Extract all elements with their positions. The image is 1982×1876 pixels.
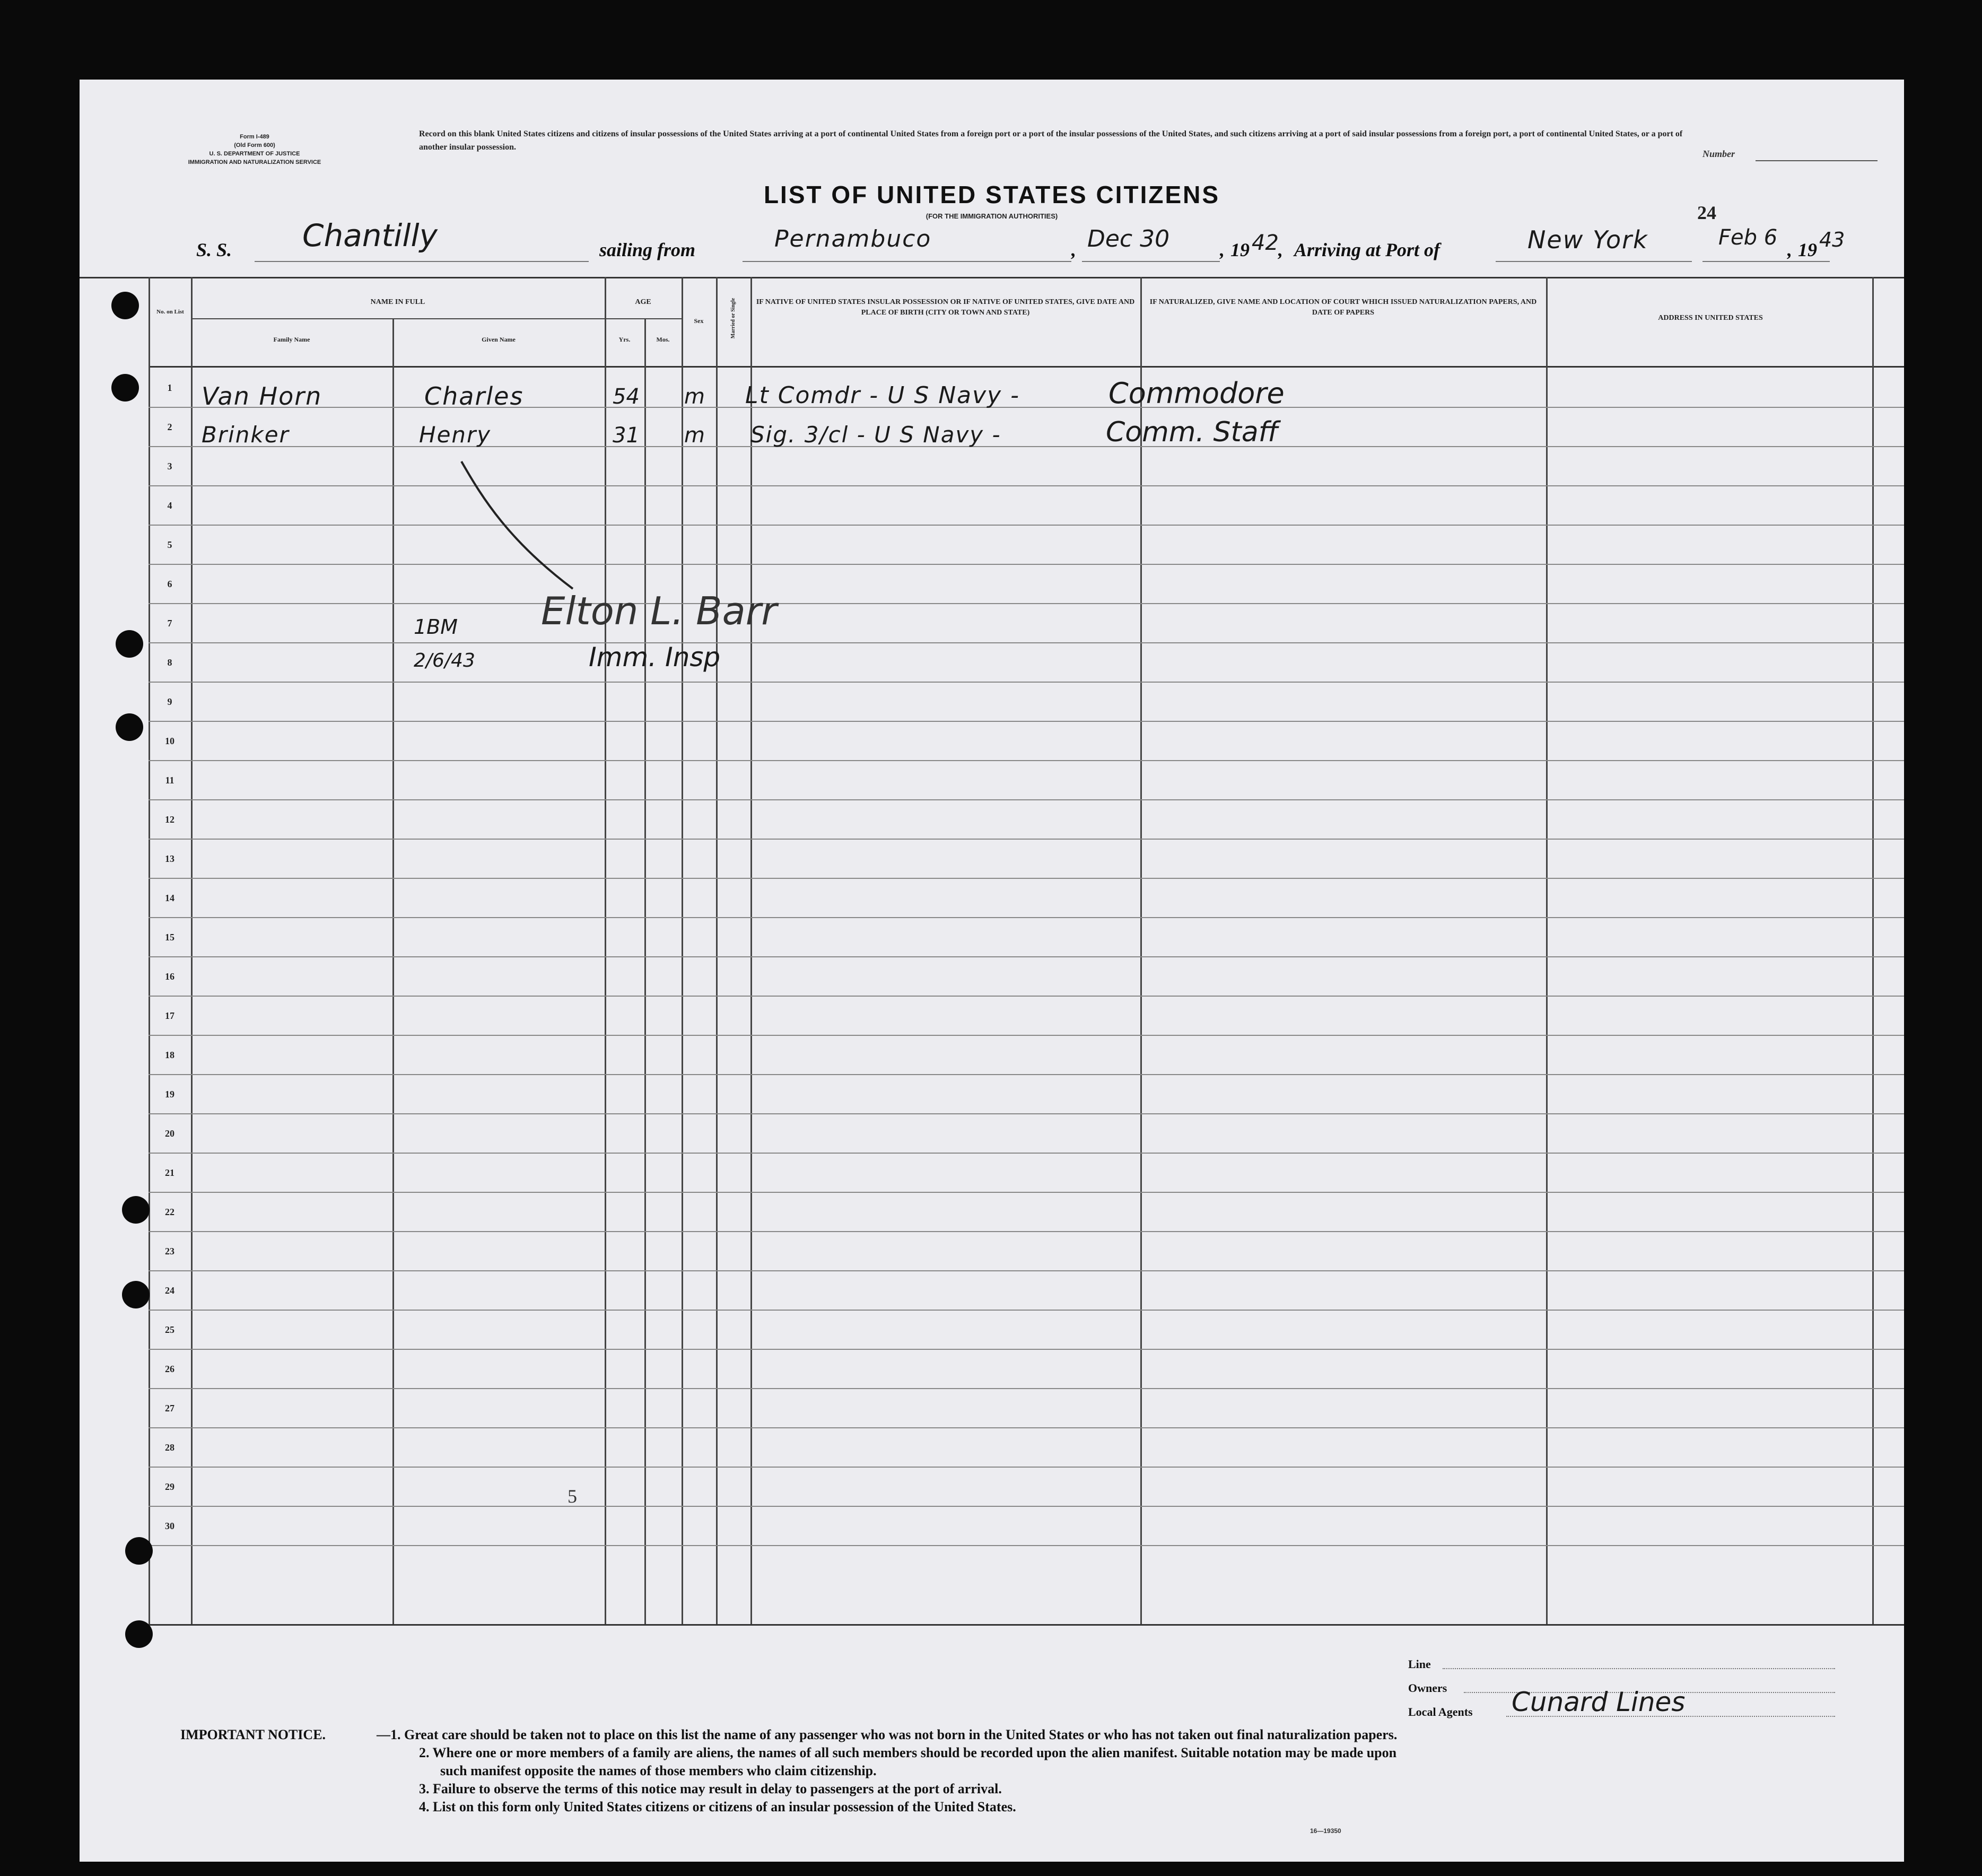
row-rule (149, 1506, 1904, 1507)
row-rule (149, 407, 1904, 408)
row-number: 21 (165, 1167, 174, 1178)
row-number: 20 (165, 1128, 174, 1139)
row-rule (149, 603, 1904, 604)
row-number: 22 (165, 1207, 174, 1217)
form-id-line: Form I-489 (240, 134, 269, 140)
col-divider (716, 277, 718, 1624)
col-header-mos: Mos. (656, 336, 670, 343)
entry-birth: Lt Comdr - U S Navy - (745, 382, 1020, 409)
inspector-signature: Elton L. Barr (541, 589, 777, 633)
row-rule (149, 1388, 1904, 1389)
row-rule (149, 878, 1904, 879)
form-instructions: Record on this blank United States citizens and citizens of insular possessions of the United States arriving at a port of continental United States from a foreign port or a port of the insular possessions of the United States, and such citizens arriving at a port of said insular possessions from a foreign port, a port of continental United States, or a port of another insular possession. (419, 129, 1683, 152)
depart-year: 42 (1252, 231, 1279, 255)
row-number: 3 (167, 461, 172, 472)
entry-family-name: Van Horn (202, 382, 322, 411)
row-rule (149, 839, 1904, 840)
punch-hole (116, 630, 143, 658)
ship-line (255, 261, 589, 262)
col-divider (750, 277, 752, 1624)
notice-label: IMPORTANT NOTICE. (180, 1727, 326, 1742)
col-divider (1140, 277, 1142, 1624)
notice-item-3: 3. Failure to observe the terms of this notice may result in delay to passengers at the port of arrival. (419, 1781, 1002, 1796)
row-rule (149, 1467, 1904, 1468)
page-mark: 5 (567, 1486, 577, 1507)
entry-sex: m (684, 385, 705, 409)
arrive-date-line (1702, 261, 1830, 262)
row-rule (149, 564, 1904, 565)
owners-label: Owners (1408, 1681, 1447, 1695)
row-number: 17 (165, 1010, 174, 1021)
row-rule (149, 1113, 1904, 1114)
punch-hole (122, 1196, 150, 1224)
row-number: 29 (165, 1481, 174, 1492)
col-header-married: Married or Single (730, 298, 736, 339)
col-divider (1546, 277, 1548, 1624)
row-number: 15 (165, 932, 174, 943)
punch-hole (111, 374, 139, 402)
notice-item-4: 4. List on this form only United States citizens or citizens of an insular possession of the United States. (419, 1799, 1016, 1814)
row-number: 27 (165, 1403, 174, 1413)
row-rule (149, 1231, 1904, 1232)
col-header-address: ADDRESS IN UNITED STATES (1658, 314, 1763, 322)
row-number: 30 (165, 1521, 174, 1531)
name-subheader-line (191, 318, 605, 319)
agents-label: Local Agents (1408, 1705, 1473, 1718)
depart-date-line (1082, 261, 1220, 262)
page-number: 24 (1697, 202, 1716, 223)
row-rule (149, 1192, 1904, 1193)
inspector-title: Imm. Insp (589, 642, 721, 673)
row-rule (149, 956, 1904, 957)
col-header-naturalized: IF NATURALIZED, GIVE NAME AND LOCATION OF COURT WHICH ISSUED NATURALIZATION PAPERS, AND DATE OF PAPERS (1149, 298, 1537, 317)
entry-naturalized: Commodore (1108, 377, 1285, 410)
row-number: 2 (167, 422, 172, 432)
row-rule (149, 1035, 1904, 1036)
row-number: 28 (165, 1442, 174, 1453)
row-number: 13 (165, 853, 174, 864)
depart-date: Dec 30 (1087, 225, 1170, 252)
depart-year-prefix: 19 (1230, 239, 1250, 260)
row-rule (149, 996, 1904, 997)
row-number: 23 (165, 1246, 174, 1257)
row-rule (149, 799, 1904, 800)
row-rule (149, 525, 1904, 526)
stamp-code: 1BM (414, 615, 458, 639)
col-divider (191, 277, 193, 1624)
row-rule (149, 721, 1904, 722)
row-number: 1 (167, 382, 172, 393)
row-rule (149, 1270, 1904, 1271)
col-header-family: Family Name (273, 336, 310, 343)
number-line (1756, 160, 1878, 161)
entry-birth: Sig. 3/cl - U S Navy - (750, 422, 1001, 448)
form-id-line: (Old Form 600) (234, 142, 275, 149)
row-number: 6 (167, 579, 172, 589)
entry-given-name: Charles (424, 382, 524, 411)
header-bottom-border (149, 366, 1904, 368)
row-number: 14 (165, 893, 174, 903)
notice-item-1: —1. Great care should be taken not to place on this list the name of any passenger who was not born in the United States or who has not taken out final naturalization papers. (377, 1727, 1398, 1742)
entry-sex: m (684, 423, 705, 448)
port-from-line (743, 261, 1071, 262)
row-number: 9 (167, 696, 172, 707)
row-rule (149, 1349, 1904, 1350)
row-rule (149, 760, 1904, 761)
punch-hole (125, 1537, 153, 1565)
age-subheader-line (605, 318, 682, 319)
table-bottom-border (149, 1624, 1904, 1626)
row-number: 26 (165, 1364, 174, 1374)
form-id-line: U. S. DEPARTMENT OF JUSTICE (209, 151, 300, 157)
manifest-page: Form I-489 (Old Form 600) U. S. DEPARTMENT OF JUSTICE IMMIGRATION AND NATURALIZATION SERVICE Record on this blank United States citizens and citizens of insular possessions of the United States arriving at a port of continental United States from a foreign port or a port of the insular possessions of the United States, and such citizens arriving at a port of said insular possessions from a foreign port, a port of continental United States, or a port of another insular possession. Number LIST OF UNITED STATES CITIZENS (FOR THE IMMIGRATION AUTHORITIES) 24 S. S. Chantilly sailing from Pernambuco , Dec 30 , 19 42 , Arriving at Port of New York Feb 6 , 19 43 No. on List NAME IN FULL Family Name Given Name AGE Yrs. Mos. Sex Married or Single IF NATIVE OF UNITED STATES INSULAR POSSESSION OR IF NATIVE OF UNITED STATES, GIVE DATE AND PLACE OF BIRTH (CITY OR TOWN AND STATE) IF NATURALIZED, GIVE NAME AND LOCATION OF COURT WHICH ISSUED NATURALIZATION PAPERS, AND DATE OF PAPERS ADDRESS IN UNITED STATES 1 2 3 4 5 6 7 8 9 10 11 12 13 14 15 16 17 18 19 20 21 22 23 24 25 26 27 28 29 30 Van Horn Charles 54 m Lt Comdr - U S Navy - Commodore Brinker Henry 31 m Sig. 3/cl - U S Navy - Comm. Staff 1BM 2/6/43 Elton L. Barr Imm. Insp 5 Line Owners Local Agents Cunard Lines IMPORTANT NOTICE. —1. Great care should be taken not to place on this list the name of any passenger who was not born in the United States or who has not taken out final naturalization papers. 2. Where one or more members of a family are aliens, the names of all such members should be recorded upon the alien manifest. Suitable notation may be made upon such manifest opposite the names of those members who claim citizenship. 3. Failure to observe the terms of this notice may result in delay to passengers at the port of arrival. 4. List on this form only United States citizens or citizens of an insular possession of the United States. 16—19350 (80, 80, 1904, 1862)
arrive-date: Feb 6 (1718, 225, 1778, 250)
row-rule (149, 1427, 1904, 1428)
col-header-no: No. on List (156, 309, 184, 315)
line-label: Line (1408, 1657, 1431, 1671)
arrive-year: 43 (1819, 228, 1845, 251)
form-code: 16—19350 (1310, 1827, 1341, 1835)
row-rule (149, 485, 1904, 486)
row-number: 16 (165, 971, 174, 982)
port-to-line (1496, 261, 1692, 262)
punch-hole (111, 292, 139, 319)
punch-hole (122, 1281, 150, 1308)
document-title: LIST OF UNITED STATES CITIZENS (763, 181, 1220, 208)
ss-label: S. S. (196, 239, 232, 260)
row-number: 7 (167, 618, 172, 629)
table-top-border (80, 277, 1904, 278)
row-rule (149, 917, 1904, 918)
row-number: 11 (165, 775, 174, 786)
col-header-name: NAME IN FULL (370, 298, 425, 306)
document-subtitle: (FOR THE IMMIGRATION AUTHORITIES) (925, 212, 1058, 220)
entry-family-name: Brinker (202, 422, 290, 448)
row-number: 4 (167, 500, 172, 511)
row-number: 10 (165, 736, 174, 746)
row-number: 18 (165, 1050, 174, 1060)
line-field (1443, 1668, 1835, 1669)
col-header-given: Given Name (482, 336, 516, 343)
row-rule (149, 1153, 1904, 1154)
row-number: 19 (165, 1089, 174, 1100)
col-divider (682, 277, 683, 1624)
row-number: 12 (165, 814, 174, 825)
notice-item-2: 2. Where one or more members of a family are aliens, the names of all such members should be recorded upon the alien manifest. Suitable notation may be made upon (419, 1745, 1397, 1760)
important-notice (180, 1726, 1893, 1816)
entry-age: 31 (613, 423, 640, 448)
row-number: 8 (167, 657, 172, 668)
punch-hole (125, 1620, 153, 1648)
row-rule (149, 642, 1904, 643)
notice-item-2-cont: such manifest opposite the names of those members who claim citizenship. (440, 1763, 877, 1778)
arriving-label: Arriving at Port of (1294, 239, 1440, 260)
col-header-yrs: Yrs. (618, 336, 631, 343)
entry-naturalized: Comm. Staff (1106, 416, 1279, 448)
row-number: 5 (167, 539, 172, 550)
punch-hole (116, 713, 143, 741)
row-number: 24 (165, 1285, 174, 1296)
entry-given-name: Henry (419, 422, 492, 448)
port-from: Pernambuco (774, 225, 932, 252)
ship-name: Chantilly (302, 217, 438, 254)
sailing-label: sailing from (599, 239, 696, 260)
col-header-sex: Sex (694, 317, 704, 325)
stamp-date: 2/6/43 (414, 650, 475, 671)
col-divider (1872, 277, 1874, 1624)
port-to: New York (1527, 225, 1648, 254)
row-rule (149, 682, 1904, 683)
col-header-age: AGE (635, 298, 651, 306)
number-label: Number (1702, 149, 1735, 159)
col-header-native: IF NATIVE OF UNITED STATES INSULAR POSSESSION OR IF NATIVE OF UNITED STATES, GIVE DATE AND PLACE OF BIRTH (CITY OR TOWN AND STATE) (756, 298, 1135, 317)
row-rule (149, 446, 1904, 447)
row-rule (149, 1310, 1904, 1311)
form-id-block (143, 133, 366, 167)
col-divider (149, 277, 150, 1624)
row-rule (149, 1074, 1904, 1075)
row-rule (149, 1545, 1904, 1546)
row-number: 25 (165, 1324, 174, 1335)
agents-value: Cunard Lines (1512, 1687, 1686, 1717)
arrive-year-prefix: 19 (1798, 239, 1817, 260)
entry-age: 54 (613, 385, 640, 409)
form-id-line: IMMIGRATION AND NATURALIZATION SERVICE (188, 159, 321, 165)
